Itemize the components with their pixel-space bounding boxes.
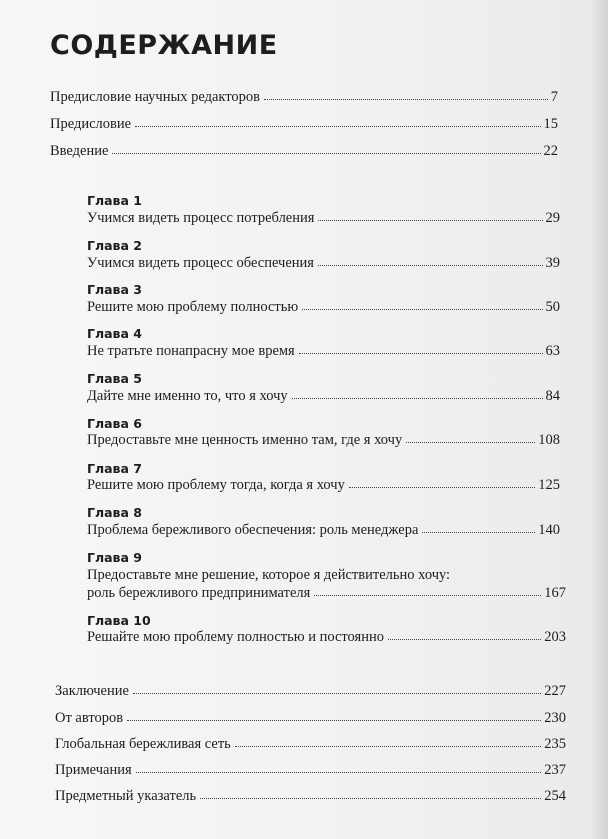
- leader-dots: [264, 87, 548, 100]
- entry-page: 63: [545, 343, 560, 359]
- toc-entry-chapter: [87, 254, 560, 272]
- entry-page: 15: [543, 116, 558, 132]
- chapter-label: Глава 9: [87, 550, 142, 565]
- leader-dots: [136, 760, 542, 773]
- toc-entry-front: [50, 115, 558, 133]
- leader-dots: [127, 708, 541, 721]
- entry-page: 125: [538, 477, 560, 493]
- chapter-label: Глава 6: [87, 416, 142, 431]
- entry-title: Заключение: [55, 683, 129, 699]
- entry-title: Предметный указатель: [55, 788, 197, 804]
- entry-title: Предоставьте мне ценность именно там, где я хочу: [87, 432, 403, 448]
- leader-dots: [349, 475, 535, 488]
- toc-entry-front: [50, 88, 558, 106]
- entry-page: 84: [545, 388, 560, 404]
- entry-page: 29: [545, 210, 560, 226]
- entry-title: Не тратьте понапрасну мое время: [87, 343, 295, 359]
- leader-dots: [235, 734, 541, 747]
- leader-dots: [318, 253, 543, 266]
- entry-page: 237: [544, 762, 566, 778]
- entry-title: Решите мою проблему полностью: [87, 299, 299, 315]
- toc-entry-front: [50, 142, 558, 160]
- entry-title: Предисловие научных редакторов: [50, 89, 260, 105]
- toc-entry-back: [55, 761, 566, 779]
- entry-page: 167: [544, 585, 566, 601]
- entry-title: Учимся видеть процесс потребления: [87, 210, 315, 226]
- toc-entry-chapter: [87, 628, 566, 646]
- entry-title: Введение: [50, 143, 109, 159]
- entry-page: 230: [544, 710, 566, 726]
- toc-entry-chapter: [87, 298, 560, 316]
- entry-title: Учимся видеть процесс обеспечения: [87, 255, 314, 271]
- toc-entry-chapter: [87, 431, 560, 449]
- leader-dots: [299, 341, 543, 354]
- toc-entry-chapter: [87, 342, 560, 360]
- entry-title: Проблема бережливого обеспечения: роль менеджера: [87, 522, 419, 538]
- entry-title: Решайте мою проблему полностью и постоянно: [87, 629, 384, 645]
- entry-title: роль бережливого предпринимателя: [87, 585, 311, 601]
- chapter-label: Глава 5: [87, 371, 142, 386]
- chapter-label: Глава 3: [87, 282, 142, 297]
- toc-entry-back: [55, 682, 566, 700]
- chapter-label: Глава 1: [87, 193, 142, 208]
- chapter-label: Глава 10: [87, 613, 151, 628]
- entry-title: От авторов: [55, 710, 124, 726]
- toc-entry-back: [55, 735, 566, 753]
- leader-dots: [200, 786, 541, 799]
- entry-page: 22: [543, 143, 558, 159]
- leader-dots: [112, 141, 540, 154]
- chapter-label: Глава 8: [87, 505, 142, 520]
- entry-page: 203: [544, 629, 566, 645]
- entry-page: 254: [544, 788, 566, 804]
- page-edge-shadow: [590, 0, 608, 839]
- toc-title: СОДЕРЖАНИЕ: [50, 30, 278, 61]
- entry-page: 140: [538, 522, 560, 538]
- entry-page: 50: [545, 299, 560, 315]
- entry-title: Решите мою проблему тогда, когда я хочу: [87, 477, 345, 493]
- entry-title: Дайте мне именно то, что я хочу: [87, 388, 288, 404]
- entry-page: 7: [550, 89, 558, 105]
- toc-entry-back: [55, 709, 566, 727]
- chapter-label: Глава 2: [87, 238, 142, 253]
- chapter-label: Глава 4: [87, 326, 142, 341]
- leader-dots: [135, 114, 540, 127]
- toc-entry-chapter: [87, 476, 560, 494]
- entry-title: Примечания: [55, 762, 132, 778]
- entry-title: Предисловие: [50, 116, 132, 132]
- leader-dots: [302, 297, 542, 310]
- leader-dots: [388, 627, 541, 640]
- toc-entry-chapter: [87, 521, 560, 539]
- toc-entry-chapter: [87, 584, 566, 602]
- leader-dots: [314, 583, 541, 596]
- toc-entry-chapter: [87, 387, 560, 405]
- entry-page: 108: [538, 432, 560, 448]
- entry-page: 235: [544, 736, 566, 752]
- entry-page: 227: [544, 683, 566, 699]
- leader-dots: [422, 520, 535, 533]
- leader-dots: [318, 208, 542, 221]
- leader-dots: [292, 386, 543, 399]
- entry-title: Глобальная бережливая сеть: [55, 736, 231, 752]
- leader-dots: [406, 430, 535, 443]
- chapter-label: Глава 7: [87, 461, 142, 476]
- leader-dots: [133, 681, 541, 694]
- entry-title-line1: Предоставьте мне решение, которое я действительно хочу:: [87, 567, 451, 583]
- toc-entry-chapter: [87, 209, 560, 227]
- toc-entry-back: [55, 787, 566, 805]
- entry-page: 39: [545, 255, 560, 271]
